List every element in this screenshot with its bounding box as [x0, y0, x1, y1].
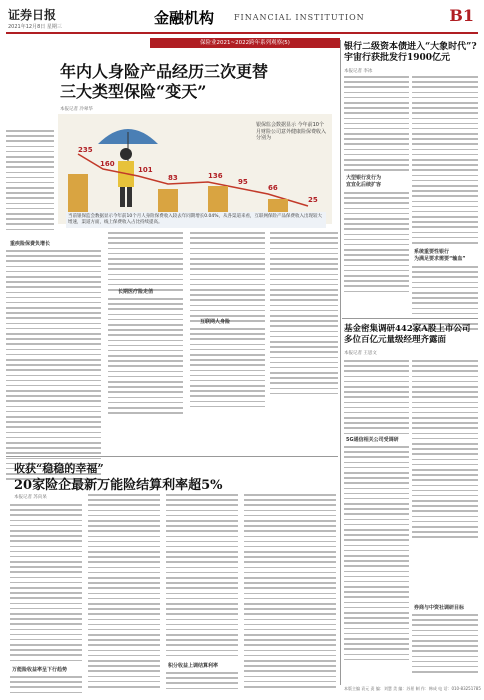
- paper-date: 2021年12月8日 星期三: [8, 24, 62, 30]
- bottom-column-1: [10, 504, 82, 665]
- series-label: 保险业2021~2022跨年系列观察(5): [150, 38, 340, 48]
- right-bottom-headline-line1: 基金密集调研442家A股上市公司: [344, 324, 471, 334]
- right-bottom-byline: 本报记者 王思文: [344, 351, 377, 356]
- chart-label: 160: [100, 160, 115, 168]
- lead-subhead-1: 重疾险保费负增长: [10, 241, 51, 247]
- right-top-headline-line1: 银行二级资本债进入“大象时代”?: [344, 42, 477, 52]
- lead-subhead-2: 长期医疗险走俏: [118, 289, 154, 295]
- lead-headline-line2: 三大类型保险“变天”: [60, 82, 207, 101]
- section-divider: [342, 318, 478, 319]
- bottom-column-4: [244, 494, 336, 691]
- coin-stack: [68, 174, 88, 214]
- right-middle-subhead: 系统重要性银行: [414, 249, 450, 255]
- right-bottom-subhead-2: 券商与中资社调研目标: [414, 605, 465, 611]
- right-bottom-headline-line2: 多位百亿元量级经理齐露面: [344, 335, 447, 345]
- infographic: [58, 114, 332, 224]
- right-top-byline: 本报记者 李冰: [344, 69, 373, 74]
- bottom-subhead-1: 万能险收益率呈下行趋势: [12, 667, 68, 673]
- right-bottom-column-1b: [344, 446, 409, 664]
- bottom-column-2: [88, 494, 160, 691]
- footer-editors: 本版主编 袁元 责 编：刘慧 美 编：苏景 制 作：韩成 电 话：010-83251785: [344, 686, 481, 691]
- bottom-section-divider: [6, 456, 338, 457]
- person-head-icon: [120, 148, 132, 160]
- bottom-column-3b: [166, 672, 238, 693]
- lead-column-1: [6, 250, 101, 483]
- lead-headline: [60, 62, 340, 102]
- infographic-footer-caption: 当前银保监会数据显示今年前10个月人身险保费收入较去年同期增长0.04%，从各渠道来看，互联网保险产品保费收入出现较大增速，渠道方面，线上保费收入占比持续提高。: [66, 212, 326, 228]
- right-bottom-subhead-1: 5G通信相关公司受调研: [346, 437, 399, 443]
- lead-column-4: [270, 232, 338, 398]
- person-leg-left: [120, 187, 125, 207]
- right-top-column-1b: [344, 192, 409, 296]
- section-title-en: FINANCIAL INSTITUTION: [234, 13, 365, 22]
- bottom-byline: 本报记者 苏向杲: [14, 495, 47, 500]
- right-bottom-column-1: [344, 360, 409, 438]
- bottom-headline: 20家险企最新万能险结算利率超5%: [14, 478, 223, 493]
- infographic-caption: 银保监会数据显示 今年前10个月财险公司意外健康险保费收入分别为: [256, 122, 327, 141]
- lead-column-3: [190, 232, 265, 325]
- chart-label: 95: [238, 178, 248, 186]
- chart-label: 101: [138, 166, 153, 174]
- person-leg-right: [127, 187, 132, 207]
- right-top-headline: [344, 42, 477, 64]
- right-top-subhead-1: 大型银行发行为: [346, 175, 382, 181]
- lead-column-2b: [108, 298, 183, 417]
- masthead: [6, 4, 478, 34]
- column-divider: [340, 40, 341, 685]
- lead-column-left: [6, 130, 54, 234]
- lead-column-2: [108, 232, 183, 294]
- lead-subhead-3: 互联网人身险: [200, 319, 231, 325]
- lead-byline: 本报记者 冷翠华: [60, 107, 93, 112]
- right-top-column-1: [344, 76, 409, 175]
- lead-headline-line1: 年内人身险产品经历三次更替: [60, 62, 269, 81]
- chart-label: 136: [208, 172, 223, 180]
- bottom-column-3: [166, 494, 238, 660]
- right-top-subhead-2: 宜宜化后续扩容: [346, 182, 382, 188]
- coin-stack: [158, 189, 178, 214]
- bottom-column-1b: [10, 676, 82, 697]
- right-bottom-column-2b: [412, 614, 478, 676]
- chart-label: 235: [78, 146, 93, 154]
- right-top-column-2: [412, 76, 478, 247]
- coin-stack: [208, 186, 228, 214]
- paper-name: 证券日报: [8, 8, 57, 22]
- right-bottom-headline: [344, 324, 470, 346]
- chart-label: 83: [168, 174, 178, 182]
- chart-label: 25: [308, 196, 318, 204]
- lead-column-3b: [190, 328, 265, 411]
- bottom-kicker: 收获“稳稳的幸福”: [14, 462, 104, 475]
- bottom-subhead-2: 积分收益上调结算利率: [168, 663, 219, 669]
- right-middle-subhead-2: 为满足要求需要“输血”: [414, 256, 466, 262]
- section-title: 金融机构: [154, 9, 215, 27]
- page-number: B1: [449, 6, 474, 25]
- right-top-headline-line2: 宇宙行获批发行1900亿元: [344, 53, 451, 63]
- right-bottom-column-2: [412, 360, 478, 542]
- chart-label: 66: [268, 184, 278, 192]
